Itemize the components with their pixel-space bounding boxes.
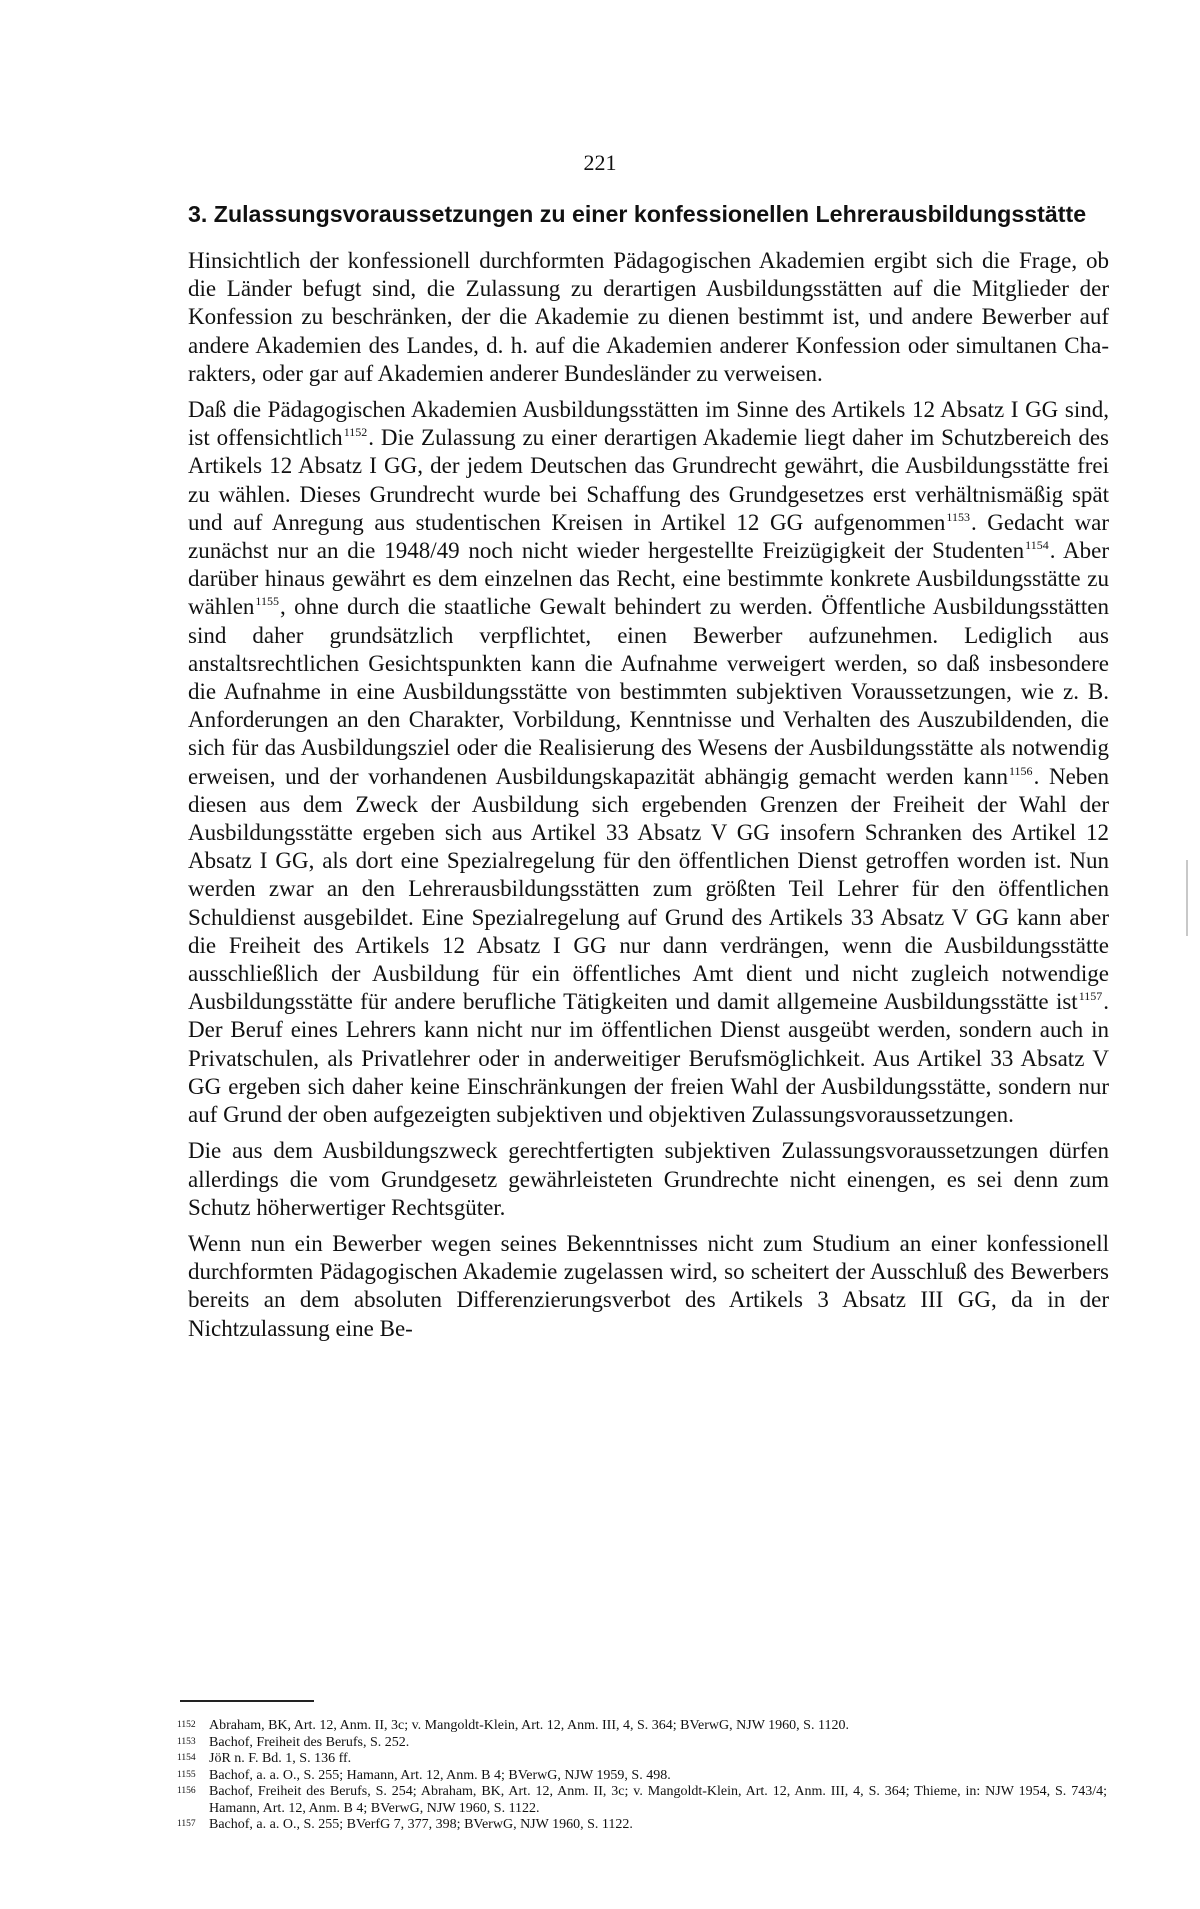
footnotes <box>177 1718 1107 1834</box>
footnote-number: 1155 <box>177 1769 196 1780</box>
paragraph <box>188 1230 1109 1343</box>
paragraph <box>188 247 1109 388</box>
footnote-number: 1154 <box>177 1753 196 1763</box>
footnote-number: 1153 <box>177 1736 196 1747</box>
text-segment: . Der Beruf eines Lehrers kann nicht nur im öffentlichen Dienst ausgeübt werden, sondern auch in Privatschulen, als Privatlehrer oder in anderweitiger Berufsmöglichkeit. Aus Artikel 33 Absatz V GG ergeben sich daher keine Einschränkungen der freien Wahl der Ausbildungsstätte, sondern nur auf Grund der oben aufgezeigten subjektiven und objektiven Zulassungsvoraussetzungen. <box>188 989 1109 1128</box>
paragraph <box>188 1137 1109 1222</box>
footnote <box>177 1718 1107 1735</box>
footnote-number: 1152 <box>177 1720 196 1730</box>
text-segment: Wenn nun ein Bewerber wegen seines Bekenntnisses nicht zum Studium an einer konfessionell durchformten Pädagogischen Akademie zugelassen wird, so scheitert der Ausschluß des Bewerbers bereits an dem absoluten Differenzierungsverbot des Artikels 3 Absatz III GG, da in der Nichtzulassung eine Be- <box>188 1230 1109 1341</box>
footnote-ref: 1156 <box>1009 763 1033 778</box>
footnote-text: Bachof, Freiheit des Berufs, S. 254; Abraham, BK, Art. 12, Anm. II, 3c; v. Mangoldt-Klein, Art. 12, Anm. III, 4, S. 364; Thieme, in: NJW 1954, S. 743/4; Hamann, Art. 12, Anm. B 4; BVerwG, NJW 1960, S. 1122. <box>209 1784 1107 1816</box>
footnote-divider <box>180 1700 314 1702</box>
footnote <box>177 1784 1107 1817</box>
margin-mark <box>1186 860 1188 936</box>
footnote-number: 1156 <box>177 1786 196 1796</box>
footnote <box>177 1817 1107 1834</box>
text-segment: Daß die Pädagogischen Akademien Ausbildungsstätten im Sinne des Artikels 12 Absatz I GG sind, ist offensichtlich <box>188 397 1109 451</box>
text-segment: . Die Zulassung zu einer derartigen Akademie liegt daher im Schutzbereich des Artikels 12 Absatz I GG, der jedem Deutschen das Grundrecht gewährt, die Ausbildungsstätte frei zu wählen. Dieses Grundrecht wurde bei Schaffung des Grundgesetzes erst verhältnismäßig spät und auf Anregung aus studentischen Kreisen in Artikel 12 GG aufgenommen <box>188 425 1109 535</box>
text-segment: . Aber darüber hinaus gewährt es dem einzelnen das Recht, eine bestimmte konkrete Ausbildungsstätte zu wählen <box>188 538 1109 620</box>
section-heading: 3. Zulassungsvoraussetzungen zu einer konfessionellen Lehrerausbildungsstätte <box>188 201 1087 227</box>
footnote-ref: 1152 <box>343 425 368 440</box>
footnote <box>177 1751 1107 1768</box>
footnote-ref: 1154 <box>1025 538 1049 553</box>
text-segment: Die aus dem Ausbildungszweck gerechtfertigten subjektiven Zulassungsvoraussetzungen dürfen allerdings die vom Grundgesetz gewährleisteten Grundrechte nicht einengen, es sei denn zum Schutz höherwertiger Rechtsgüter. <box>188 1138 1109 1220</box>
footnote-number: 1157 <box>177 1819 196 1829</box>
page-number: 221 <box>583 150 617 175</box>
footnote-text: Bachof, Freiheit des Berufs, S. 252. <box>209 1734 410 1750</box>
footnote-text: Bachof, a. a. O., S. 255; Hamann, Art. 12, Anm. B 4; BVerwG, NJW 1959, S. 498. <box>209 1767 671 1783</box>
footnote-ref: 1157 <box>1078 989 1103 1004</box>
footnote-ref: 1155 <box>255 594 279 609</box>
footnote-text: JöR n. F. Bd. 1, S. 136 ff. <box>209 1751 352 1766</box>
paragraph <box>188 396 1109 1129</box>
footnote <box>177 1735 1107 1752</box>
footnote <box>177 1768 1107 1785</box>
footnote-text: Abraham, BK, Art. 12, Anm. II, 3c; v. Mangoldt-Klein, Art. 12, Anm. III, 4, S. 364; BVerwG, NJW 1960, S. 1120. <box>209 1718 849 1733</box>
text-segment: , ohne durch die staatliche Gewalt behindert zu werden. Öffentliche Ausbildungsstätten sind daher grundsätzlich verpflichtet, einen Bewerber aufzunehmen. Lediglich aus anstaltsrechtlichen Gesichtspunkten kann die Aufnahme verweigert werden, so daß insbesondere die Aufnahme in eine Ausbildungsstätte von bestimmten subjektiven Voraussetzungen, wie z. B. Anforderungen an den Charakter, Vorbildung, Kenntnisse und Verhalten des Auszubildenden, die sich für das Ausbildungsziel oder die Realisierung des Wesens der Ausbildungsstätte als notwendig erweisen, und der vorhandenen Ausbildungskapazität abhängig gemacht werden kann <box>188 594 1109 789</box>
body-text <box>188 247 1109 1351</box>
footnote-ref: 1153 <box>946 509 970 524</box>
footnote-text: Bachof, a. a. O., S. 255; BVerfG 7, 377, 398; BVerwG, NJW 1960, S. 1122. <box>209 1817 633 1832</box>
text-segment: . Gedacht war zunächst nur an die 1948/49 noch nicht wieder hergestellte Freizügigkeit der Studenten <box>188 509 1109 564</box>
text-segment: Hinsichtlich der konfessionell durchformten Pädagogischen Akademien ergibt sich die Frage, ob die Länder befugt sind, die Zulassung zu derartigen Ausbildungsstätten auf die Mitglieder der Konfession zu beschränken, der die Akademie zu dienen bestimmt ist, und andere Bewerber auf andere Akademien des Landes, d. h. auf die Akademien anderer Konfession oder simultanen Charakters, oder gar auf Akademien anderer Bundesländer zu verweisen. <box>188 248 1109 386</box>
text-segment: . Neben diesen aus dem Zweck der Ausbildung sich ergebenden Grenzen der Freiheit der Wahl der Ausbildungsstätte ergeben sich aus Artikel 33 Absatz V GG insofern Schranken des Artikel 12 Absatz I GG, als dort eine Spezialregelung für den öffentlichen Dienst getroffen worden ist. Nun werden zwar an den Lehrerausbildungsstätten zum größten Teil Lehrer für den öffentlichen Schuldienst ausgebildet. Eine Spezialregelung auf Grund des Artikels 33 Absatz V GG kann aber die Freiheit des Artikels 12 Absatz I GG nur dann verdrängen, wenn die Ausbildungsstätte ausschließlich der Ausbildung für ein öffentliches Amt dient und nicht zugleich notwendige Ausbildungsstätte für andere berufliche Tätigkeiten und damit allgemeine Ausbildungsstätte ist <box>188 763 1109 1015</box>
